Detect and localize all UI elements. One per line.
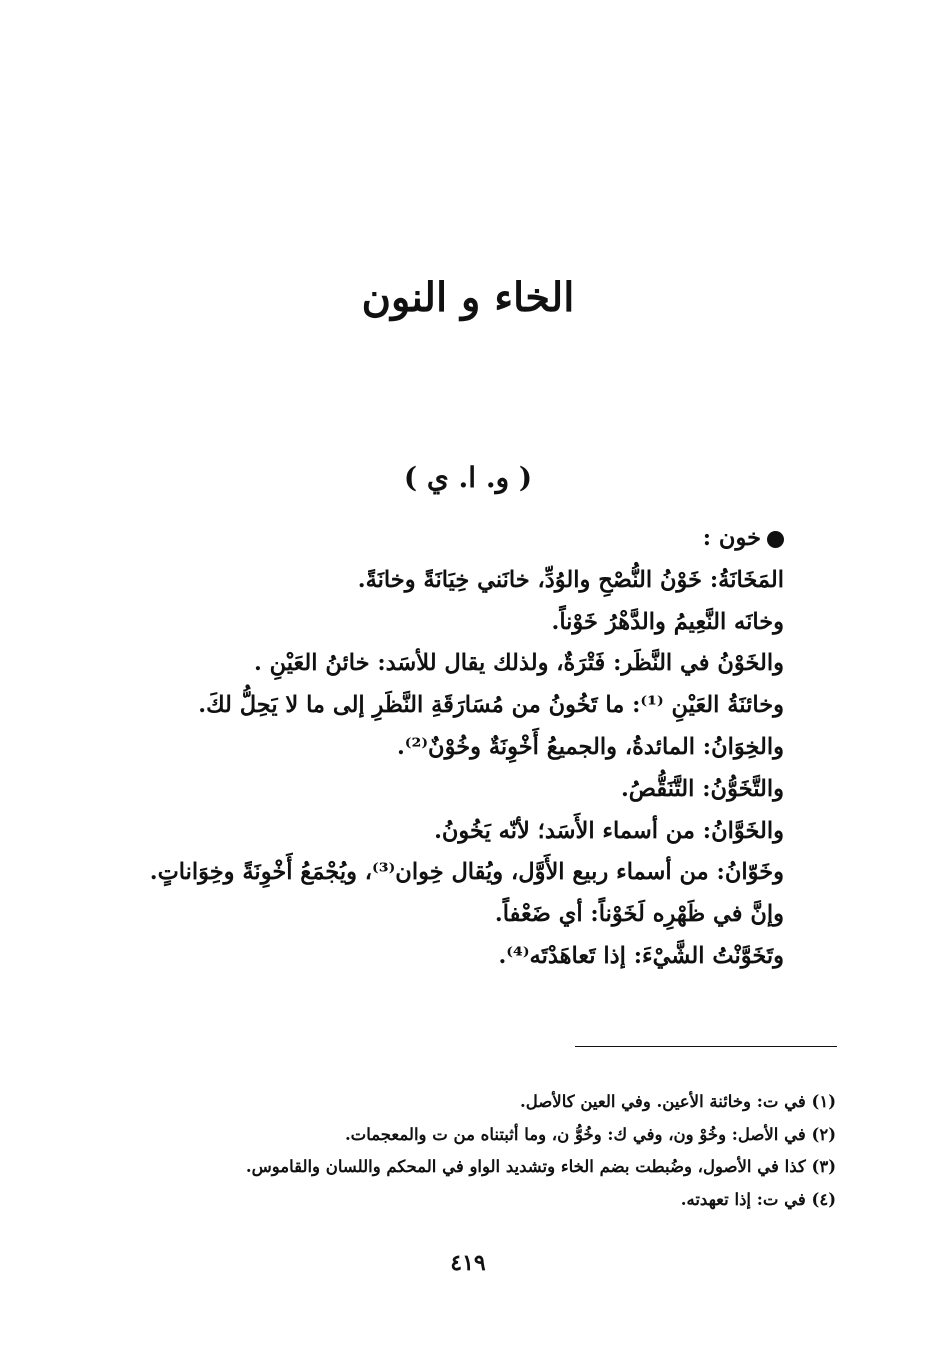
- footnote-divider: [575, 1046, 837, 1047]
- entry-line: والخِوَانُ: المائدةُ، والجميعُ أَخْوِنَةٌ وخُوْنٌ⁽²⁾.: [396, 733, 784, 760]
- entry-line: وخانَه النَّعِيمُ والدَّهْرُ خَوْناً.: [551, 608, 784, 635]
- entry-line: وخائنَةُ العَيْنِ ⁽¹⁾: ما تَخُونُ من مُسَارَقَةِ النَّظَرِ إلى ما لا يَحِلُّ لكَ.: [198, 692, 784, 719]
- footnote: (٤) في ت: إذا تعهدته.: [680, 1189, 836, 1209]
- entry-line: والتَّخَوُّنُ: التَّنَقُّصُ.: [620, 775, 784, 802]
- entry-line: والخَوْنُ في النَّظَر: فَتْرَةٌ، ولذلك يقال للأسَد: خائنُ العَيْنِ .: [253, 650, 784, 677]
- entry-headword-line: [94, 518, 784, 560]
- footnote: (٣) كذا في الأصول، وضُبطت بضم الخاء وتشديد الواو في المحكم واللسان والقاموس.: [245, 1157, 836, 1176]
- entry-line: المَخَانَةُ: خَوْنُ النُّصْحِ والوُدِّ، خانَني خِيَانَةً وخانَةً.: [357, 566, 784, 593]
- entry-line: وتَخَوَّنْتُ الشَّيْءَ: إذا تَعاهَدْتَه⁽⁴⁾.: [498, 942, 784, 969]
- bullet-icon: [767, 531, 784, 548]
- root-letters-heading: ( و. ا. ي ): [403, 461, 533, 494]
- dictionary-entry: [94, 518, 784, 978]
- footnote: (٢) في الأصل: وخُوْ ون، وفي ك: وخُوُّ ن، وما أثبتناه من ت والمعجمات.: [344, 1124, 836, 1144]
- page-number: ٤١٩: [450, 1250, 486, 1276]
- entry-headword: خون :: [702, 525, 761, 551]
- entry-line: والخَوَّانُ: من أسماء الأَسَد؛ لأنّه يَخُونُ.: [434, 817, 784, 844]
- footnote: (١) في ت: وخائنة الأعين. وفي العين كالأصل.: [520, 1092, 836, 1111]
- footnotes: [136, 1086, 836, 1216]
- chapter-title: الخاء و النون: [361, 274, 575, 321]
- entry-line: وخَوّانُ: من أسماء ربيع الأَوَّل، ويُقال خِوان⁽³⁾، ويُجْمَعُ أَخْوِنَةً وخِوَاناتٍ.: [149, 859, 784, 886]
- entry-line: وإنَّ في ظَهْرِه لَخَوْناً: أي ضَعْفاً.: [494, 901, 784, 928]
